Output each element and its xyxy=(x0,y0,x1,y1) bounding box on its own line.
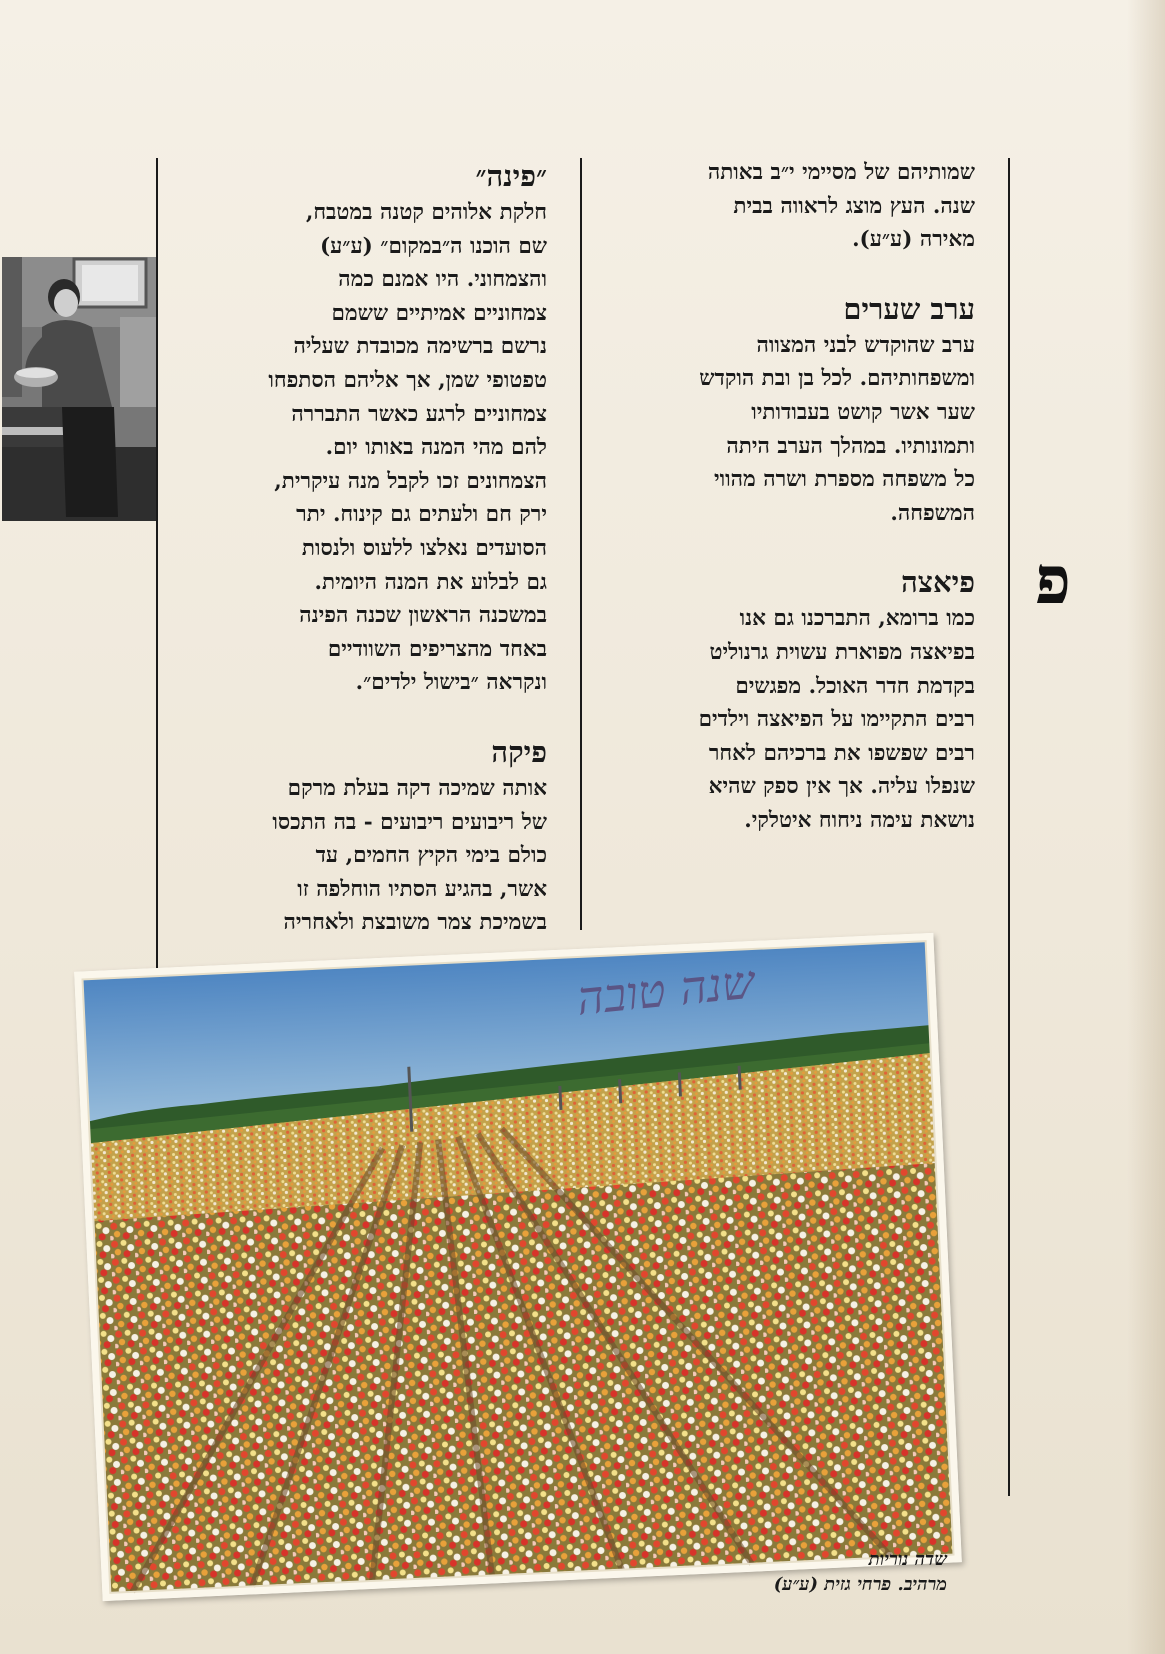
body-line: שם הוכנו ה״במקום״ (ע״ע) xyxy=(319,233,547,259)
body-line: ומשפחותיהם. לכל בן ובת הוקדש xyxy=(699,366,975,392)
body-line: באחד מהצריפים השוודיים xyxy=(327,636,547,662)
intro-line: שמותיהם של מסיימי י״ב באותה xyxy=(707,160,975,185)
body-line: כולם בימי הקיץ החמים, עד xyxy=(315,843,547,869)
body-line: אותה שמיכה דקה בעלת מרקם xyxy=(287,775,547,801)
body-line: רבים שפשפו את ברכיהם לאחר xyxy=(708,740,975,766)
body-line: טפטופי שמן, אך אליהם הסתפחו xyxy=(268,367,547,393)
body-line: של ריבועים ריבועים - בה התכסו xyxy=(272,809,547,835)
body-line: כמו ברומא, התברכנו גם אנו xyxy=(739,606,975,632)
section-letter: פ xyxy=(1035,541,1071,619)
photo-caption xyxy=(774,1547,947,1597)
page-edge-shadow xyxy=(1127,0,1165,1654)
section-heading-piazza: פיאצה xyxy=(901,565,975,600)
body-line: כל משפחה מספרת ושרה מהווי xyxy=(713,467,975,493)
body-line: הסועדים נאלצו ללעוס ולנסות xyxy=(301,535,547,561)
body-line: במשכנה הראשון שכנה הפינה xyxy=(299,603,547,629)
kitchen-photo xyxy=(2,257,156,521)
left-text-column xyxy=(147,156,547,940)
section-heading-erev-shearim: ערב שערים xyxy=(843,291,975,326)
body-line: צמחוניים אמיתיים ששמם xyxy=(331,300,547,326)
intro-line: מאירה (ע״ע). xyxy=(852,227,975,253)
body-line: חלקת אלוהים קטנה במטבח, xyxy=(305,200,547,225)
intro-line: שנה. העץ מוצג לראווה בבית xyxy=(733,193,975,219)
body-line: בקדמת חדר האוכל. מפגשים xyxy=(735,673,975,699)
body-line: אשר, בהגיע הסתיו הוחלפה זו xyxy=(297,876,547,902)
body-line: שער אשר קושט בעבודותיו xyxy=(751,399,975,425)
right-text-column xyxy=(555,156,975,838)
body-line: נושאת עימה ניחוח איטלקי. xyxy=(744,807,975,833)
body-line: ירק חם ולעתים גם קינוח. יתר xyxy=(296,502,547,528)
body-line: ערב שהוקדש לבני המצווה xyxy=(756,332,975,358)
body-line: נרשם ברשימה מכובדת שעליה xyxy=(293,334,547,360)
body-line: הצמחונים זכו לקבל מנה עיקרית, xyxy=(274,468,547,494)
body-line: רבים התקיימו על הפיאצה וילדים xyxy=(698,707,975,733)
body-line: והצמחוני. היו אמנם כמה xyxy=(338,267,547,293)
flower-field-postcard xyxy=(74,933,962,1601)
right-divider-line xyxy=(1008,158,1010,1496)
caption-line-1: שדה נוריות xyxy=(868,1549,947,1570)
body-line: המשפחה. xyxy=(890,500,975,526)
body-line: ונקראה ״בישול ילדים״. xyxy=(355,670,547,696)
body-line: גם לבלוע את המנה היומית. xyxy=(314,569,547,595)
postcard-greeting: שנה טובה xyxy=(574,954,757,1026)
body-line: שנפלו עליה. אך אין ספק שהיא xyxy=(708,774,975,800)
caption-line-2: מרהיב. פרחי גזית (ע״ע) xyxy=(773,1574,947,1595)
body-line: בשמיכת צמר משובצת ולאחריה xyxy=(283,910,547,936)
body-line: בפיאצה מפוארת עשוית גרנוליט xyxy=(709,639,975,665)
section-heading-pika: פיקה xyxy=(491,734,547,769)
body-line: להם מהי המנה באותו יום. xyxy=(325,435,547,461)
section-heading-pina: ״פינה״ xyxy=(475,159,547,193)
body-line: צמחוניים לרגע כאשר התבררה xyxy=(291,401,547,427)
body-line: ותמונותיו. במהלך הערב היתה xyxy=(726,433,975,459)
